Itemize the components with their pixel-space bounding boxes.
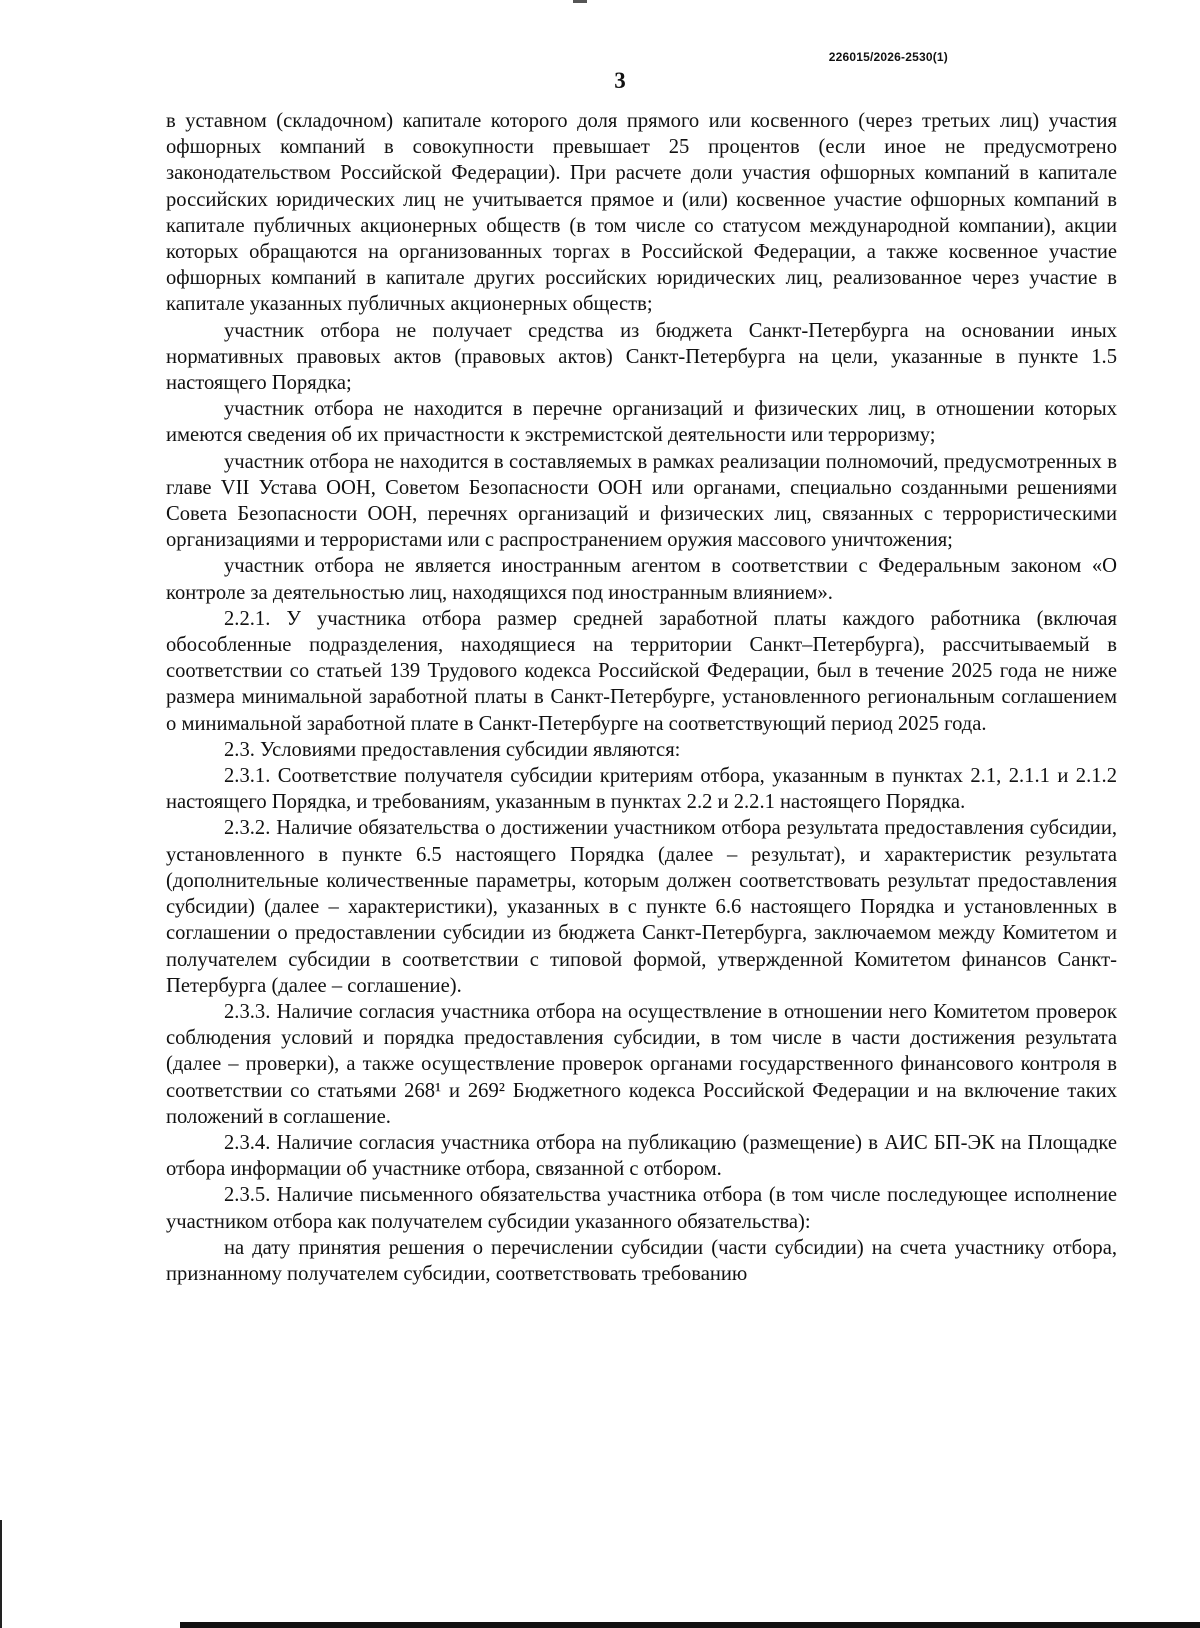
document-body xyxy=(166,108,1117,1287)
paragraph: 2.3.4. Наличие согласия участника отбора на публикацию (размещение) в АИС БП-ЭК на Площадке отбора информации об участнике отбора, связанной с отбором. xyxy=(166,1131,1117,1181)
paragraph: 2.3.3. Наличие согласия участника отбора на осуществление в отношении него Комитетом проверок соблюдения условий и порядка предоставления субсидии, в том числе в части достижения результата (далее – проверки), а также осуществление проверок органами государственного финансового контроля в соответствии со статьями 268¹ и 269² Бюджетного кодекса Российской Федерации и на включение таких положений в соглашение. xyxy=(166,1000,1117,1128)
paragraph: 2.3.5. Наличие письменного обязательства участника отбора (в том числе последующее исполнение участником отбора как получателем субсидии указанного обязательства): xyxy=(166,1184,1117,1233)
paragraph: 2.3. Условиями предоставления субсидии являются: xyxy=(224,738,681,761)
paragraph: участник отбора не получает средства из бюджета Санкт-Петербурга на основании иных нормативных правовых актов (правовых актов) Санкт-Петербурга на цели, указанные в пункте 1.5 настоящего Порядка; xyxy=(166,319,1117,395)
paragraph: 2.3.1. Соответствие получателя субсидии критериям отбора, указанным в пунктах 2.1, 2.1.1 и 2.1.2 настоящего Порядка, и требованиям, указанным в пунктах 2.2 и 2.2.1 настоящего Порядка. xyxy=(166,765,1117,814)
paragraph: участник отбора не находится в составляемых в рамках реализации полномочий, предусмотренных в главе VII Устава ООН, Советом Безопасности ООН или органами, специально созданными решениями Совета Безопасности ООН, перечнях организаций и физических лиц, связанных с террористическими организациями и террористами или с распространением оружия массового уничтожения; xyxy=(166,450,1117,552)
document-number: 226015/2026-2530(1) xyxy=(828,50,948,64)
paragraph: 2.3.2. Наличие обязательства о достижении участником отбора результата предоставления субсидии, установленного в пункте 6.5 настоящего Порядка (далее – результат), и характеристик результата (дополнительные количественные параметры, которым должен соответствовать результат предоставления субсидии) (далее – характеристики), указанных в с пункте 6.6 настоящего Порядка и установленных в соглашении о предоставлении субсидии из бюджета Санкт-Петербурга, заключаемом между Комитетом и получателем субсидии в соответствии с типовой формой, утвержденной Комитетом финансов Санкт-Петербурга (далее – соглашение). xyxy=(166,817,1117,997)
paragraph: участник отбора не находится в перечне организаций и физических лиц, в отношении которых имеются сведения об их причастности к экстремистской деятельности или терроризму; xyxy=(166,398,1117,447)
paragraph: на дату принятия решения о перечислении субсидии (части субсидии) на счета участнику отбора, признанному получателем субсидии, соответствовать требованию xyxy=(166,1236,1117,1285)
scan-artifact-bottom-edge xyxy=(180,1622,1200,1628)
scan-artifact-top xyxy=(573,0,587,3)
paragraph: участник отбора не является иностранным агентом в соответствии с Федеральным законом «О контроле за деятельностью лиц, находящихся под иностранным влиянием». xyxy=(166,555,1117,604)
paragraph: в уставном (складочном) капитале которого доля прямого или косвенного (через третьих лиц) участия офшорных компаний в совокупности превышает 25 процентов (если иное не предусмотрено законодательством Российской Федерации). При расчете доли участия офшорных компаний в капитале российских юридических лиц не учитывается прямое и (или) косвенное участие офшорных компаний в капитале публичных акционерных обществ (в том числе со статусом международной компании), акции которых обращаются на организованных торгах в Российской Федерации, а также косвенное участие офшорных компаний в капитале других российских юридических лиц, реализованное через участие в капитале указанных публичных акционерных обществ; xyxy=(166,110,1117,316)
scan-artifact-left-edge xyxy=(0,1520,2,1628)
paragraph: 2.2.1. У участника отбора размер средней заработной платы каждого работника (включая обособленные подразделения, находящиеся на территории Санкт–Петербурга), рассчитываемый в соответствии со статьей 139 Трудового кодекса Российской Федерации, был в течение 2025 года не ниже размера минимальной заработной платы в Санкт-Петербурге, установленного региональным соглашением о минимальной заработной плате в Санкт-Петербурге на соответствующий период 2025 года. xyxy=(166,607,1117,735)
page-number: 3 xyxy=(614,68,626,93)
